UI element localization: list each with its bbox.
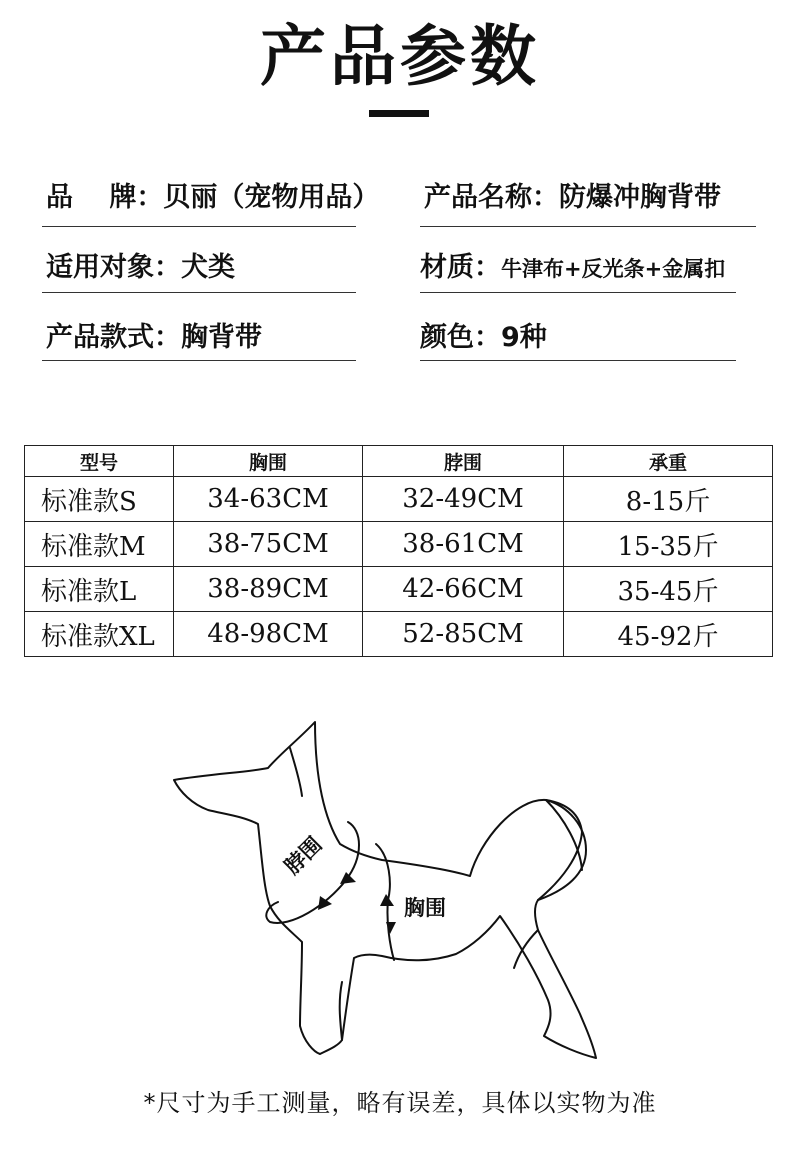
param-color xyxy=(420,320,547,356)
param-material xyxy=(420,250,725,287)
neck-label: 脖围 xyxy=(280,832,327,879)
size-table xyxy=(24,445,773,657)
cell-model: 标准款L xyxy=(25,567,174,612)
product-name-label: 产品名称： xyxy=(424,182,559,213)
param-underline xyxy=(420,360,736,361)
material-value: 牛津布+反光条+金属扣 xyxy=(501,257,726,281)
style-label: 产品款式： xyxy=(46,322,181,353)
header-model: 型号 xyxy=(25,446,174,477)
param-brand xyxy=(46,180,379,216)
dog-hind-leg-line xyxy=(514,930,538,968)
param-underline xyxy=(420,292,736,293)
cell-neck: 38-61CM xyxy=(363,522,564,567)
header-weight: 承重 xyxy=(564,446,773,477)
param-product-name xyxy=(424,180,721,216)
cell-chest: 48-98CM xyxy=(174,612,363,657)
param-underline xyxy=(420,226,756,227)
dog-tail-tip xyxy=(546,800,582,870)
dog-front-leg-line xyxy=(340,982,342,1040)
cell-weight: 45-92斤 xyxy=(564,612,773,657)
cell-chest: 38-89CM xyxy=(174,567,363,612)
param-underline xyxy=(42,360,356,361)
param-underline xyxy=(42,226,356,227)
chest-label: 胸围 xyxy=(404,896,446,920)
table-row xyxy=(25,612,773,657)
brand-value: 贝丽（宠物用品） xyxy=(163,182,380,213)
cell-weight: 15-35斤 xyxy=(564,522,773,567)
title-underline xyxy=(369,110,429,117)
color-label: 颜色： xyxy=(420,322,501,353)
table-header-row xyxy=(25,446,773,477)
header-neck: 脖围 xyxy=(363,446,564,477)
param-target xyxy=(46,250,235,286)
table-row xyxy=(25,477,773,522)
cell-neck: 42-66CM xyxy=(363,567,564,612)
style-value: 胸背带 xyxy=(181,322,262,353)
target-value: 犬类 xyxy=(181,252,235,283)
dog-measurement-diagram xyxy=(150,710,610,1070)
cell-weight: 35-45斤 xyxy=(564,567,773,612)
dog-outline xyxy=(174,722,596,1058)
material-label: 材质： xyxy=(420,252,501,283)
cell-model: 标准款XL xyxy=(25,612,174,657)
chest-arrow-up xyxy=(380,894,394,906)
neck-arrow-up xyxy=(340,872,356,884)
footnote: *尺寸为手工测量，略有误差，具体以实物为准 xyxy=(143,1089,657,1117)
color-value: 9种 xyxy=(501,322,547,353)
header-chest: 胸围 xyxy=(174,446,363,477)
page-title: 产品参数 xyxy=(260,18,540,95)
table-row xyxy=(25,567,773,612)
dog-ear-line xyxy=(290,748,302,796)
target-label: 适用对象： xyxy=(46,252,181,283)
cell-neck: 32-49CM xyxy=(363,477,564,522)
product-name-value: 防爆冲胸背带 xyxy=(559,182,721,213)
cell-chest: 38-75CM xyxy=(174,522,363,567)
brand-label: 品 牌： xyxy=(46,182,164,213)
cell-model: 标准款M xyxy=(25,522,174,567)
cell-chest: 34-63CM xyxy=(174,477,363,522)
param-underline xyxy=(42,292,356,293)
cell-weight: 8-15斤 xyxy=(564,477,773,522)
table-row xyxy=(25,522,773,567)
param-style xyxy=(46,320,262,356)
cell-neck: 52-85CM xyxy=(363,612,564,657)
cell-model: 标准款S xyxy=(25,477,174,522)
